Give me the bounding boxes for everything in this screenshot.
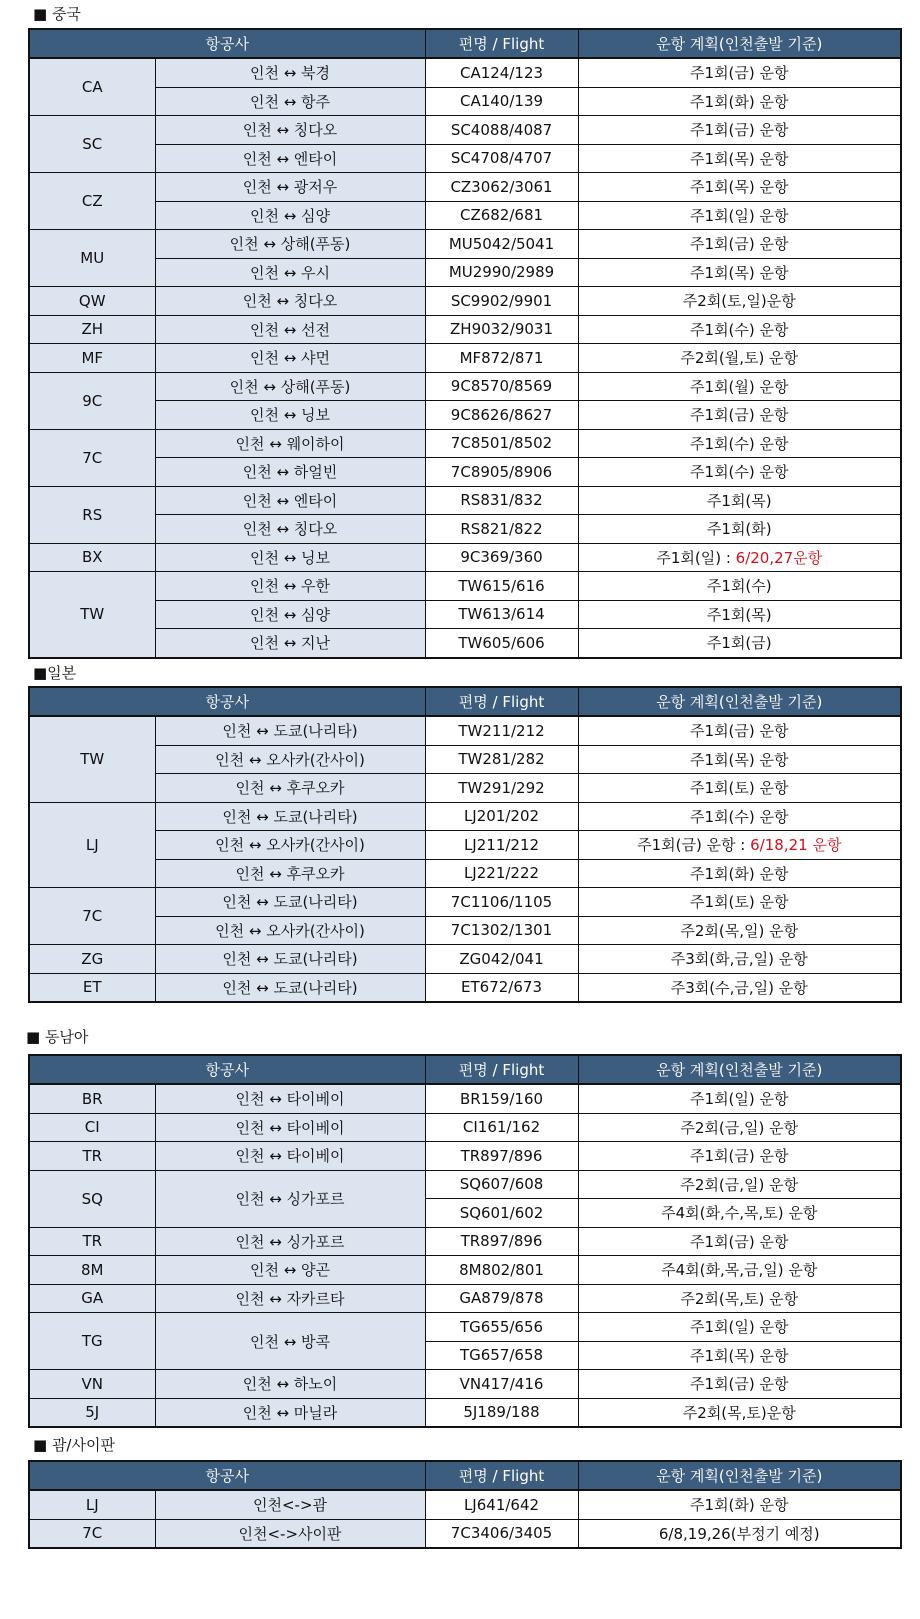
schedule-text: 주3회(화,금,일) 운항 (670, 950, 808, 969)
schedule-text: 주1회(금) (706, 634, 772, 653)
schedule-text: 주3회(수,금,일) 운항 (670, 978, 808, 997)
airline-code: 9C (29, 372, 155, 429)
schedule (578, 600, 901, 629)
flight-number: TW211/212 (425, 716, 578, 745)
table-row (29, 1170, 901, 1199)
schedule-text: 주1회(목) 운항 (690, 750, 789, 769)
schedule-text: 주1회(화) 운항 (690, 1496, 789, 1515)
schedule (578, 945, 901, 974)
route: 인천 ↔ 도쿄(나리타) (155, 973, 425, 1002)
schedule-text: 주4회(화,수,목,토) 운항 (661, 1204, 818, 1223)
schedule-text: 주1회(목) 운항 (690, 1346, 789, 1365)
route: 인천 ↔ 항주 (155, 87, 425, 116)
section-title: ■ 중국 (33, 5, 81, 23)
schedule (578, 458, 901, 487)
airline-code: TG (29, 1313, 155, 1370)
flight-number: 9C8570/8569 (425, 372, 578, 401)
airline-code: ZG (29, 945, 155, 974)
schedule-text: 주2회(토,일)운항 (682, 292, 796, 311)
schedule-text: 주1회(금) 운항 (690, 235, 789, 254)
flight-table (28, 686, 902, 1003)
route: 인천 ↔ 상해(푸동) (155, 230, 425, 259)
header-airline: 항공사 (29, 1461, 425, 1490)
flight-number: RS831/832 (425, 486, 578, 515)
route: 인천 ↔ 심양 (155, 600, 425, 629)
table-row (29, 973, 901, 1002)
route: 인천 ↔ 칭다오 (155, 515, 425, 544)
airline-code: MF (29, 344, 155, 373)
airline-code: CZ (29, 173, 155, 230)
airline-code: LJ (29, 1490, 155, 1519)
schedule-text: 주2회(목,토) 운항 (680, 1289, 799, 1308)
schedule-text: 주1회(토) 운항 (690, 893, 789, 912)
header-row (29, 1461, 901, 1490)
route: 인천 ↔ 도쿄(나리타) (155, 888, 425, 917)
route: 인천 ↔ 칭다오 (155, 287, 425, 316)
schedule (578, 1113, 901, 1142)
table-row (29, 543, 901, 572)
airline-code: BX (29, 543, 155, 572)
schedule-text: 주1회(금) 운항 (690, 406, 789, 425)
table-row (29, 745, 901, 774)
schedule (578, 230, 901, 259)
schedule-text: 주1회(화) (706, 520, 772, 539)
schedule-text: 주1회(수) 운항 (690, 807, 789, 826)
schedule (578, 116, 901, 145)
schedule (578, 515, 901, 544)
airline-code: GA (29, 1284, 155, 1313)
flight-number: 7C3406/3405 (425, 1519, 578, 1548)
flight-number: ZH9032/9031 (425, 315, 578, 344)
flight-number: LJ201/202 (425, 802, 578, 831)
table-row (29, 945, 901, 974)
flight-number: 7C8905/8906 (425, 458, 578, 487)
schedule-text: 주1회(일) 운항 (690, 206, 789, 225)
route: 인천 ↔ 하얼빈 (155, 458, 425, 487)
table-row (29, 629, 901, 658)
airline-code: SC (29, 116, 155, 173)
schedule (578, 401, 901, 430)
header-flight: 편명 / Flight (425, 1461, 578, 1490)
flight-number: TG655/656 (425, 1313, 578, 1342)
airline-code: LJ (29, 802, 155, 888)
table-row (29, 859, 901, 888)
schedule (578, 572, 901, 601)
table-row (29, 201, 901, 230)
schedule (578, 888, 901, 917)
flight-number: SC4088/4087 (425, 116, 578, 145)
table-row (29, 1490, 901, 1519)
flight-number: VN417/416 (425, 1370, 578, 1399)
schedule (578, 87, 901, 116)
table-row (29, 916, 901, 945)
schedule (578, 201, 901, 230)
flight-number: LJ211/212 (425, 831, 578, 860)
table-row (29, 774, 901, 803)
route: 인천 ↔ 오사카(간사이) (155, 916, 425, 945)
flight-number: 7C8501/8502 (425, 429, 578, 458)
airline-code: TR (29, 1227, 155, 1256)
route: 인천 ↔ 심양 (155, 201, 425, 230)
schedule-text: 주1회(토) 운항 (690, 779, 789, 798)
flight-number: 9C369/360 (425, 543, 578, 572)
schedule-highlight: 6/20,27운항 (735, 548, 823, 567)
schedule-text: 주1회(수) 운항 (690, 434, 789, 453)
route: 인천 ↔ 자카르타 (155, 1284, 425, 1313)
schedule (578, 1199, 901, 1228)
airline-code: VN (29, 1370, 155, 1399)
route: 인천 ↔ 싱가포르 (155, 1170, 425, 1227)
table-row (29, 1256, 901, 1285)
schedule-text: 주1회(목) 운항 (690, 149, 789, 168)
route: 인천 ↔ 오사카(간사이) (155, 745, 425, 774)
schedule-text: 주2회(금,일) 운항 (680, 1118, 799, 1137)
route: 인천 ↔ 우시 (155, 258, 425, 287)
table-row (29, 116, 901, 145)
schedule-text: 주2회(목,토)운항 (682, 1403, 796, 1422)
route: 인천 ↔ 양곤 (155, 1256, 425, 1285)
route: 인천 ↔ 엔타이 (155, 144, 425, 173)
table-row (29, 600, 901, 629)
schedule (578, 629, 901, 658)
table-row (29, 486, 901, 515)
schedule (578, 315, 901, 344)
table-row (29, 515, 901, 544)
table-row (29, 87, 901, 116)
route: 인천 ↔ 엔타이 (155, 486, 425, 515)
schedule (578, 831, 901, 860)
table-row (29, 1084, 901, 1113)
airline-code: 7C (29, 888, 155, 945)
table-row (29, 802, 901, 831)
table-row (29, 372, 901, 401)
schedule-text: 주1회(화) 운항 (690, 864, 789, 883)
schedule-text: 주1회(수) 운항 (690, 463, 789, 482)
airline-code: 5J (29, 1398, 155, 1427)
schedule (578, 1084, 901, 1113)
header-schedule: 운항 계획(인천출발 기준) (578, 1461, 901, 1490)
header-row (29, 687, 901, 716)
schedule (578, 1490, 901, 1519)
table-row (29, 258, 901, 287)
schedule-text: 주1회(목) (706, 491, 772, 510)
airline-code: 8M (29, 1256, 155, 1285)
flight-number: CA124/123 (425, 58, 578, 87)
flight-number: CI161/162 (425, 1113, 578, 1142)
schedule (578, 287, 901, 316)
route: 인천 ↔ 도쿄(나리타) (155, 945, 425, 974)
flight-number: 7C1302/1301 (425, 916, 578, 945)
schedule (578, 1519, 901, 1548)
flight-number: TW613/614 (425, 600, 578, 629)
schedule (578, 1284, 901, 1313)
flight-number: RS821/822 (425, 515, 578, 544)
schedule-text: 주1회(금) 운항 : (637, 836, 751, 855)
flight-number: TW605/606 (425, 629, 578, 658)
route: 인천 ↔ 상해(푸동) (155, 372, 425, 401)
table-row (29, 458, 901, 487)
table-row (29, 716, 901, 745)
header-flight: 편명 / Flight (425, 1055, 578, 1084)
schedule (578, 1142, 901, 1171)
airline-code: MU (29, 230, 155, 287)
flight-number: 5J189/188 (425, 1398, 578, 1427)
airline-code: QW (29, 287, 155, 316)
flight-number: MU5042/5041 (425, 230, 578, 259)
route: 인천 ↔ 후쿠오카 (155, 774, 425, 803)
schedule (578, 429, 901, 458)
schedule (578, 486, 901, 515)
schedule-text: 주1회(일) 운항 (690, 1318, 789, 1337)
schedule (578, 1227, 901, 1256)
route: 인천 ↔ 샤먼 (155, 344, 425, 373)
header-schedule: 운항 계획(인천출발 기준) (578, 29, 901, 58)
flight-number: MF872/871 (425, 344, 578, 373)
table-row (29, 888, 901, 917)
flight-number: CZ682/681 (425, 201, 578, 230)
route: 인천 ↔ 후쿠오카 (155, 859, 425, 888)
airline-code: TW (29, 716, 155, 802)
header-row (29, 1055, 901, 1084)
schedule (578, 144, 901, 173)
schedule-text: 주1회(금) 운항 (690, 722, 789, 741)
flight-number: TW291/292 (425, 774, 578, 803)
schedule (578, 745, 901, 774)
route: 인천<->사이판 (155, 1519, 425, 1548)
flight-number: TW281/282 (425, 745, 578, 774)
airline-code: ZH (29, 315, 155, 344)
table-row (29, 144, 901, 173)
flight-table (28, 1054, 902, 1428)
table-row (29, 58, 901, 87)
schedule (578, 58, 901, 87)
schedule-text: 주1회(금) 운항 (690, 121, 789, 140)
schedule-text: 주1회(일) 운항 (690, 1090, 789, 1109)
flight-number: SQ607/608 (425, 1170, 578, 1199)
flight-number: TG657/658 (425, 1341, 578, 1370)
table-row (29, 287, 901, 316)
section-title: ■ 동남아 (26, 1028, 89, 1046)
airline-code: ET (29, 973, 155, 1002)
airline-code: RS (29, 486, 155, 543)
route: 인천 ↔ 칭다오 (155, 116, 425, 145)
schedule (578, 344, 901, 373)
flight-table (28, 1460, 902, 1549)
route: 인천 ↔ 북경 (155, 58, 425, 87)
route: 인천 ↔ 마닐라 (155, 1398, 425, 1427)
flight-number: SC4708/4707 (425, 144, 578, 173)
flight-number: LJ641/642 (425, 1490, 578, 1519)
route: 인천 ↔ 닝보 (155, 401, 425, 430)
route: 인천 ↔ 닝보 (155, 543, 425, 572)
schedule-text: 주1회(화) 운항 (690, 92, 789, 111)
route: 인천 ↔ 우한 (155, 572, 425, 601)
schedule (578, 1256, 901, 1285)
schedule-text: 주2회(월,토) 운항 (680, 349, 799, 368)
route: 인천 ↔ 하노이 (155, 1370, 425, 1399)
route: 인천 ↔ 타이베이 (155, 1113, 425, 1142)
schedule-text: 주1회(금) 운항 (690, 1232, 789, 1251)
schedule (578, 372, 901, 401)
schedule-text: 6/8,19,26(부정기 예정) (658, 1524, 820, 1543)
table-row (29, 1313, 901, 1342)
airline-code: SQ (29, 1170, 155, 1227)
route: 인천 ↔ 광저우 (155, 173, 425, 202)
flight-number: 9C8626/8627 (425, 401, 578, 430)
schedule (578, 916, 901, 945)
route: 인천 ↔ 타이베이 (155, 1084, 425, 1113)
route: 인천 ↔ 싱가포르 (155, 1227, 425, 1256)
header-flight: 편명 / Flight (425, 687, 578, 716)
schedule (578, 716, 901, 745)
table-row (29, 831, 901, 860)
header-row (29, 29, 901, 58)
airline-code: 7C (29, 1519, 155, 1548)
route: 인천 ↔ 오사카(간사이) (155, 831, 425, 860)
schedule-text: 주1회(월) 운항 (690, 377, 789, 396)
flight-number: 8M802/801 (425, 1256, 578, 1285)
schedule (578, 1370, 901, 1399)
schedule-text: 주1회(금) 운항 (690, 1375, 789, 1394)
schedule-text: 주1회(수) (706, 577, 772, 596)
flight-number: MU2990/2989 (425, 258, 578, 287)
route: 인천 ↔ 방콕 (155, 1313, 425, 1370)
table-row (29, 572, 901, 601)
table-row (29, 230, 901, 259)
flight-number: ET672/673 (425, 973, 578, 1002)
flight-number: ZG042/041 (425, 945, 578, 974)
flight-number: LJ221/222 (425, 859, 578, 888)
table-row (29, 401, 901, 430)
route: 인천 ↔ 지난 (155, 629, 425, 658)
schedule (578, 774, 901, 803)
schedule (578, 1170, 901, 1199)
schedule (578, 802, 901, 831)
header-schedule: 운항 계획(인천출발 기준) (578, 687, 901, 716)
flight-number: SQ601/602 (425, 1199, 578, 1228)
route: 인천 ↔ 도쿄(나리타) (155, 716, 425, 745)
table-row (29, 315, 901, 344)
header-airline: 항공사 (29, 1055, 425, 1084)
schedule-highlight: 6/18,21 운항 (750, 836, 842, 855)
schedule-text: 주1회(일) : (656, 548, 736, 567)
flight-number: TR897/896 (425, 1227, 578, 1256)
section-title: ■ 괌/사이판 (33, 1436, 115, 1454)
table-row (29, 1113, 901, 1142)
header-flight: 편명 / Flight (425, 29, 578, 58)
schedule (578, 1341, 901, 1370)
flight-number: BR159/160 (425, 1084, 578, 1113)
table-row (29, 429, 901, 458)
airline-code: TW (29, 572, 155, 658)
route: 인천 ↔ 선전 (155, 315, 425, 344)
schedule-text: 주1회(금) 운항 (690, 1147, 789, 1166)
airline-code: 7C (29, 429, 155, 486)
table-row (29, 1227, 901, 1256)
schedule (578, 859, 901, 888)
airline-code: CI (29, 1113, 155, 1142)
flight-number: CZ3062/3061 (425, 173, 578, 202)
schedule-text: 주4회(화,목,금,일) 운항 (661, 1261, 818, 1280)
flight-number: TW615/616 (425, 572, 578, 601)
schedule-text: 주1회(금) 운항 (690, 64, 789, 83)
header-schedule: 운항 계획(인천출발 기준) (578, 1055, 901, 1084)
table-row (29, 1398, 901, 1427)
header-airline: 항공사 (29, 687, 425, 716)
route: 인천 ↔ 웨이하이 (155, 429, 425, 458)
schedule (578, 1398, 901, 1427)
schedule-text: 주1회(수) 운항 (690, 320, 789, 339)
flight-number: 7C1106/1105 (425, 888, 578, 917)
flight-number: CA140/139 (425, 87, 578, 116)
flight-number: TR897/896 (425, 1142, 578, 1171)
table-row (29, 1284, 901, 1313)
schedule-text: 주1회(목) 운항 (690, 263, 789, 282)
table-row (29, 344, 901, 373)
flight-table (28, 28, 902, 659)
schedule-text: 주1회(목) 운항 (690, 178, 789, 197)
schedule (578, 173, 901, 202)
header-airline: 항공사 (29, 29, 425, 58)
schedule-text: 주1회(목) (706, 605, 772, 624)
schedule (578, 973, 901, 1002)
section-title: ■일본 (33, 664, 77, 682)
route: 인천<->괌 (155, 1490, 425, 1519)
route: 인천 ↔ 타이베이 (155, 1142, 425, 1171)
schedule-text: 주2회(금,일) 운항 (680, 1175, 799, 1194)
flight-number: SC9902/9901 (425, 287, 578, 316)
table-row (29, 1142, 901, 1171)
table-row (29, 1370, 901, 1399)
schedule-text: 주2회(목,일) 운항 (680, 921, 799, 940)
airline-code: CA (29, 58, 155, 116)
schedule (578, 258, 901, 287)
schedule (578, 543, 901, 572)
table-row (29, 173, 901, 202)
schedule (578, 1313, 901, 1342)
flight-number: GA879/878 (425, 1284, 578, 1313)
route: 인천 ↔ 도쿄(나리타) (155, 802, 425, 831)
table-row (29, 1519, 901, 1548)
airline-code: TR (29, 1142, 155, 1171)
airline-code: BR (29, 1084, 155, 1113)
